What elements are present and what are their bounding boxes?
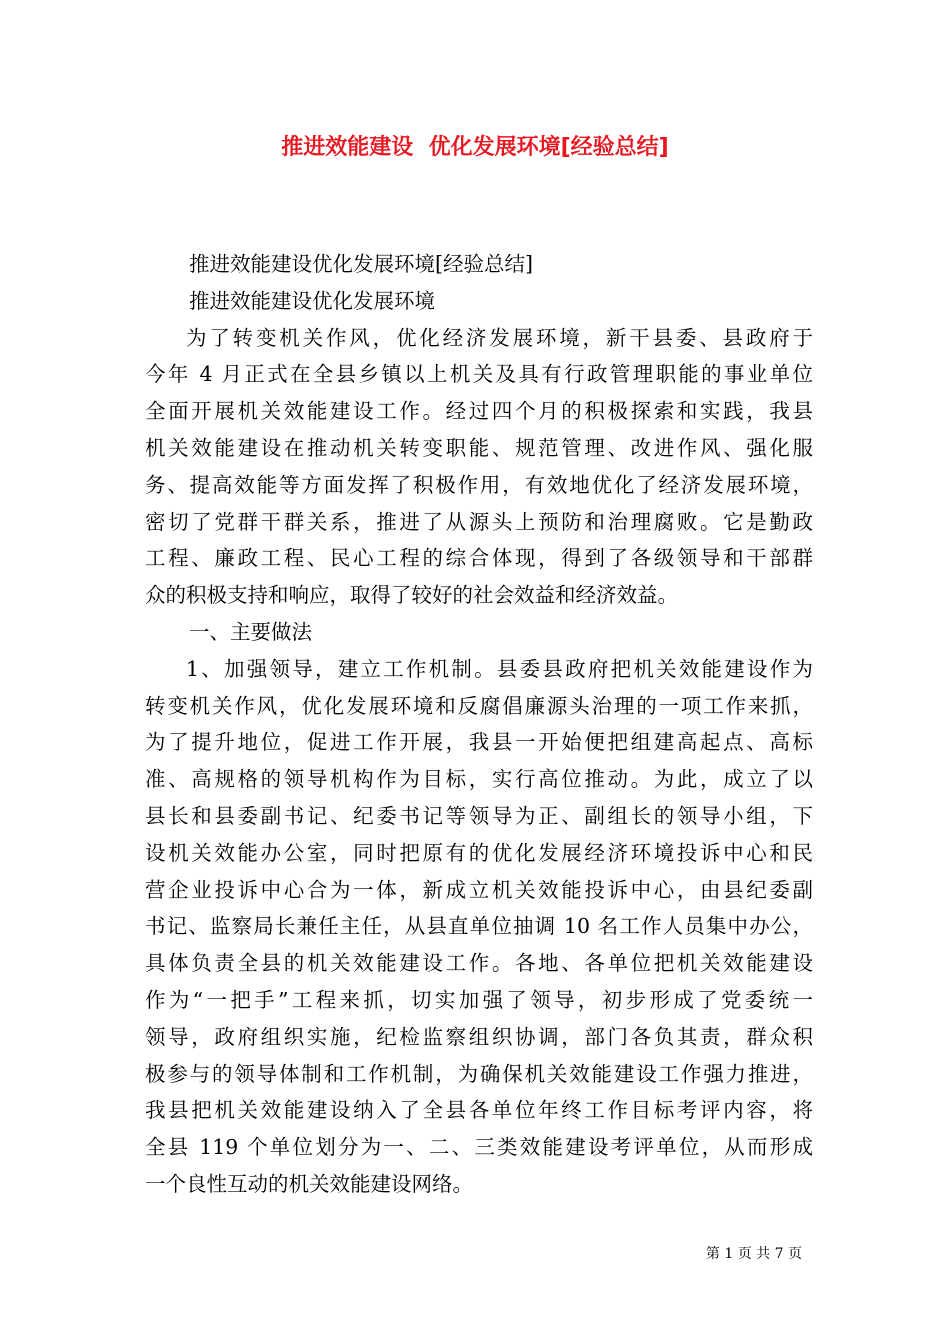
- page-number-footer: 第 1 页 共 7 页: [705, 1246, 802, 1262]
- paragraph-line: 机关效能建设在推动机关转变职能、规范管理、改进作风、强化服: [145, 435, 813, 460]
- paragraph-line: 作为“一把手”工程来抓，切实加强了领导，初步形成了党委统一: [145, 987, 813, 1012]
- paragraph-line: 书记、监察局长兼任主任，从县直单位抽调 10 名工作人员集中办公，: [145, 914, 813, 939]
- paragraph-line: 今年 4 月正式在全县乡镇以上机关及具有行政管理职能的事业单位: [145, 362, 813, 387]
- paragraph-line: 众的积极支持和响应，取得了较好的社会效益和经济效益。: [145, 583, 678, 608]
- paragraph-line: 一个良性互动的机关效能建设网络。: [145, 1171, 473, 1196]
- subheading-full-title: 推进效能建设优化发展环境[经验总结]: [189, 252, 533, 276]
- paragraph-line: 县长和县委副书记、纪委书记等领导为正、副组长的领导小组，下: [145, 803, 813, 828]
- document-body: [145, 246, 813, 1203]
- paragraph-line: 务、提高效能等方面发挥了积极作用，有效地优化了经济发展环境，: [145, 472, 813, 497]
- paragraph-line: 为了提升地位，促进工作开展，我县一开始便把组建高起点、高标: [145, 730, 813, 755]
- paragraph-line: 领导，政府组织实施，纪检监察组织协调，部门各负其责，群众积: [145, 1024, 813, 1049]
- paragraph-line: 密切了党群干群关系，推进了从源头上预防和治理腐败。它是勤政: [145, 509, 813, 534]
- paragraph-line: 1、加强领导，建立工作机制。县委县政府把机关效能建设作为: [186, 656, 813, 681]
- paragraph-line: 具体负责全县的机关效能建设工作。各地、各单位把机关效能建设: [145, 951, 813, 976]
- document-title: 推进效能建设 优化发展环境[经验总结]: [281, 135, 669, 160]
- subheading-short-title: 推进效能建设优化发展环境: [189, 288, 435, 313]
- paragraph-line: 我县把机关效能建设纳入了全县各单位年终工作目标考评内容，将: [145, 1098, 813, 1123]
- paragraph-line: 准、高规格的领导机构作为目标，实行高位推动。为此，成立了以: [145, 767, 813, 792]
- paragraph-line: 营企业投诉中心合为一体，新成立机关效能投诉中心，由县纪委副: [145, 877, 813, 902]
- section-heading: 一、主要做法: [189, 619, 312, 644]
- paragraph-line: 工程、廉政工程、民心工程的综合体现，得到了各级领导和干部群: [145, 546, 813, 571]
- paragraph-line: 为了转变机关作风，优化经济发展环境，新干县委、县政府于: [186, 325, 813, 350]
- paragraph-line: 全县 119 个单位划分为一、二、三类效能建设考评单位，从而形成: [145, 1135, 813, 1160]
- paragraph-line: 设机关效能办公室，同时把原有的优化发展经济环境投诉中心和民: [145, 840, 813, 865]
- paragraph-line: 转变机关作风，优化发展环境和反腐倡廉源头治理的一项工作来抓，: [145, 693, 813, 718]
- paragraph-line: 全面开展机关效能建设工作。经过四个月的积极探索和实践，我县: [145, 399, 813, 424]
- paragraph-line: 极参与的领导体制和工作机制，为确保机关效能建设工作强力推进，: [145, 1061, 813, 1086]
